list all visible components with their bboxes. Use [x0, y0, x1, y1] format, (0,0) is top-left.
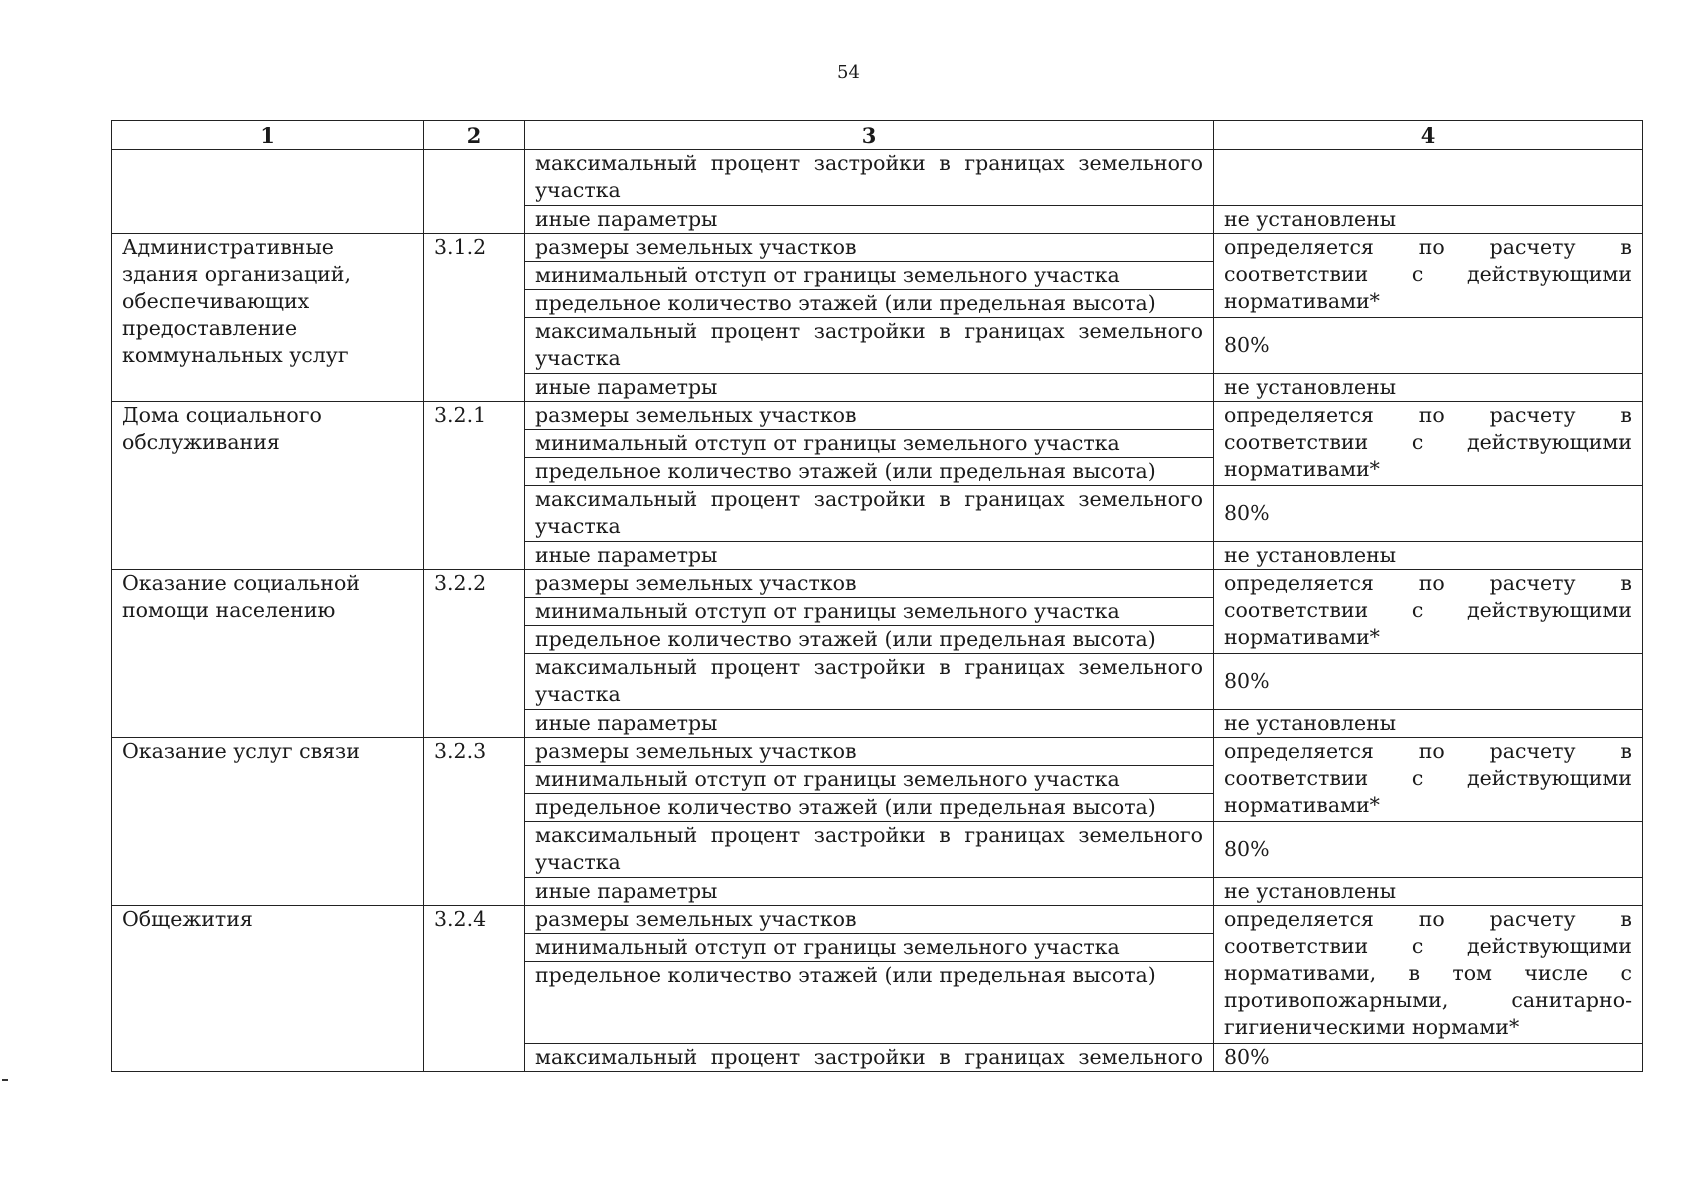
- param-other: иные параметры: [525, 374, 1214, 402]
- table-row: [112, 738, 1643, 766]
- param-max-percent: максимальный процент застройки в границах земельного участка: [525, 654, 1214, 710]
- value-not-set: не установлены: [1214, 710, 1643, 738]
- header-row: [112, 121, 1643, 150]
- param-max-percent: максимальный процент застройки в границах земельного участка: [525, 150, 1214, 206]
- param-max-floors: предельное количество этажей (или предельная высота): [525, 626, 1214, 654]
- use-name: Общежития: [112, 906, 424, 1072]
- header-col-1: 1: [112, 121, 424, 150]
- param-max-floors: предельное количество этажей (или предельная высота): [525, 458, 1214, 486]
- use-name: [112, 150, 424, 234]
- use-name: Оказание услуг связи: [112, 738, 424, 906]
- value-calculated: определяется по расчету в соответствии с действующими нормативами*: [1214, 570, 1643, 654]
- value-percent: 80%: [1214, 1044, 1643, 1072]
- value-percent: 80%: [1214, 822, 1643, 878]
- value-calculated: определяется по расчету в соответствии с действующими нормативами*: [1214, 738, 1643, 822]
- param-sizes: размеры земельных участков: [525, 570, 1214, 598]
- param-max-floors: предельное количество этажей (или предельная высота): [525, 290, 1214, 318]
- param-other: иные параметры: [525, 878, 1214, 906]
- table-row: [112, 234, 1643, 262]
- use-name: Оказание социальной помощи населению: [112, 570, 424, 738]
- table-row: [112, 402, 1643, 430]
- param-sizes: размеры земельных участков: [525, 402, 1214, 430]
- use-code: 3.1.2: [424, 234, 525, 402]
- value-percent: 80%: [1214, 318, 1643, 374]
- regulations-table: [111, 120, 1643, 1072]
- value-calculated: определяется по расчету в соответствии с действующими нормативами*: [1214, 402, 1643, 486]
- param-min-offset: минимальный отступ от границы земельного участка: [525, 766, 1214, 794]
- use-code: 3.2.4: [424, 906, 525, 1072]
- table-row: [112, 150, 1643, 206]
- table-row: [112, 906, 1643, 934]
- value-calculated: определяется по расчету в соответствии с действующими нормативами*: [1214, 234, 1643, 318]
- use-code: 3.2.2: [424, 570, 525, 738]
- use-name: Дома социального обслуживания: [112, 402, 424, 570]
- header-col-2: 2: [424, 121, 525, 150]
- param-other: иные параметры: [525, 710, 1214, 738]
- value-empty: [1214, 150, 1643, 206]
- param-min-offset: минимальный отступ от границы земельного участка: [525, 262, 1214, 290]
- value-not-set: не установлены: [1214, 542, 1643, 570]
- page-number: 54: [837, 62, 860, 83]
- param-min-offset: минимальный отступ от границы земельного участка: [525, 598, 1214, 626]
- value-percent: 80%: [1214, 486, 1643, 542]
- param-sizes: размеры земельных участков: [525, 234, 1214, 262]
- param-max-floors: предельное количество этажей (или предельная высота): [525, 962, 1214, 1044]
- use-code: 3.2.1: [424, 402, 525, 570]
- value-percent: 80%: [1214, 654, 1643, 710]
- value-calculated-extended: определяется по расчету в соответствии с действующими нормативами, в том числе с противопожарными, санитарно- гигиеническими нормами*: [1214, 906, 1643, 1044]
- value-not-set: не установлены: [1214, 374, 1643, 402]
- param-other: иные параметры: [525, 206, 1214, 234]
- use-code: [424, 150, 525, 234]
- margin-mark: [2, 1079, 8, 1081]
- use-code: 3.2.3: [424, 738, 525, 906]
- param-max-percent: максимальный процент застройки в границах земельного участка: [525, 822, 1214, 878]
- param-sizes: размеры земельных участков: [525, 738, 1214, 766]
- header-col-3: 3: [525, 121, 1214, 150]
- param-max-percent: максимальный процент застройки в границах земельного участка: [525, 318, 1214, 374]
- table-row: [112, 570, 1643, 598]
- param-max-percent: максимальный процент застройки в границах земельного: [525, 1044, 1214, 1072]
- param-max-percent: максимальный процент застройки в границах земельного участка: [525, 486, 1214, 542]
- param-min-offset: минимальный отступ от границы земельного участка: [525, 934, 1214, 962]
- param-other: иные параметры: [525, 542, 1214, 570]
- header-col-4: 4: [1214, 121, 1643, 150]
- value-not-set: не установлены: [1214, 206, 1643, 234]
- param-sizes: размеры земельных участков: [525, 906, 1214, 934]
- param-min-offset: минимальный отступ от границы земельного участка: [525, 430, 1214, 458]
- param-max-floors: предельное количество этажей (или предельная высота): [525, 794, 1214, 822]
- use-name: Административные здания организаций, обеспечивающих предоставление коммунальных услуг: [112, 234, 424, 402]
- value-not-set: не установлены: [1214, 878, 1643, 906]
